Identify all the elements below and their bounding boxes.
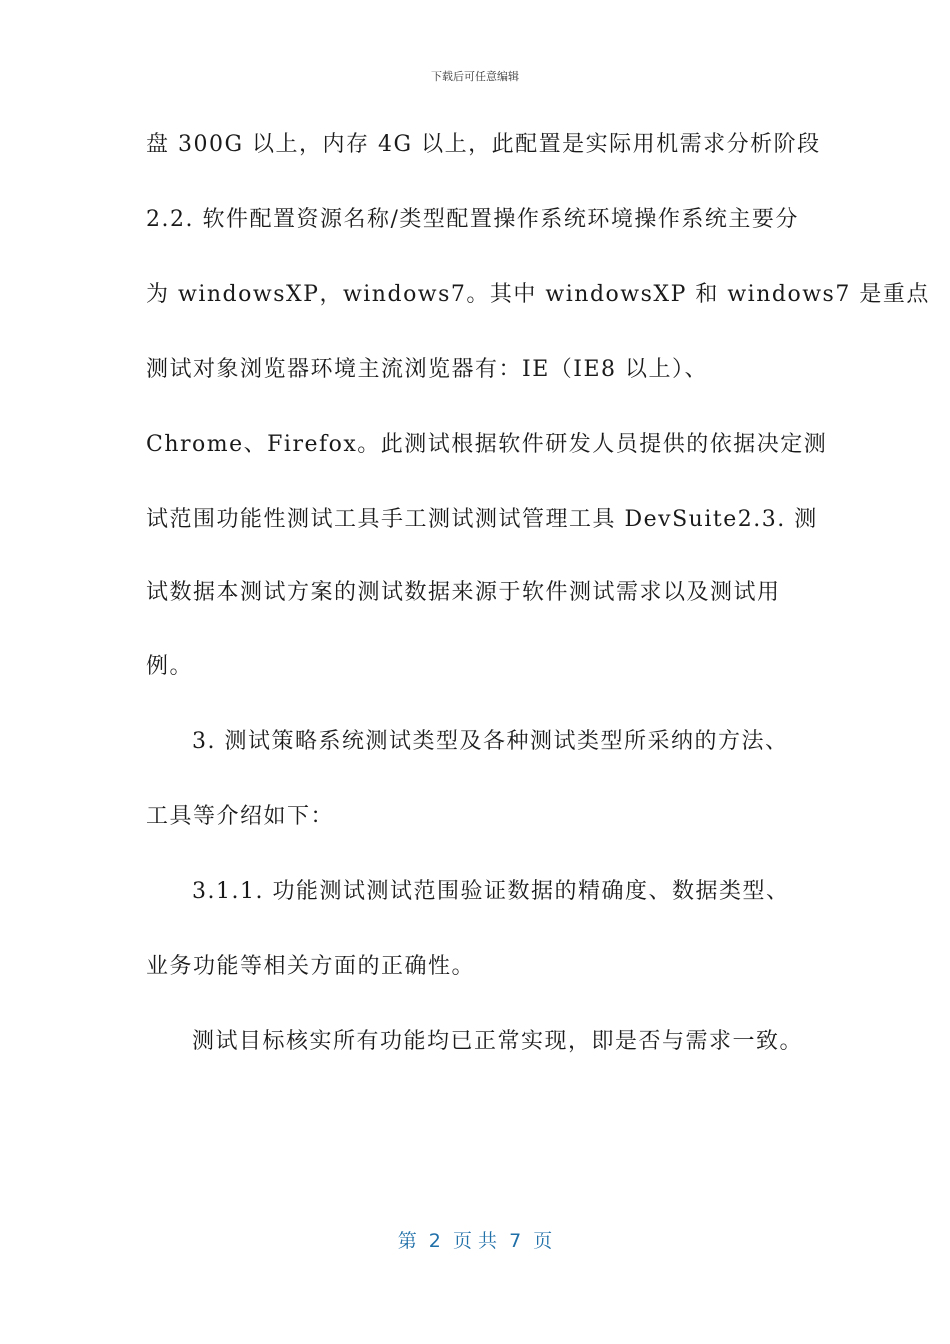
text-line: 试数据本测试方案的测试数据来源于软件测试需求以及测试用 (146, 580, 781, 605)
text-line: 试范围功能性测试工具手工测试测试管理工具 DevSuite2.3. 测 (146, 507, 818, 532)
paragraph-line: 3. 测试策略系统测试类型及各种测试类型所采纳的方法、 (192, 729, 789, 754)
text-line: 2.2. 软件配置资源名称/类型配置操作系统环境操作系统主要分 (146, 207, 799, 232)
paragraph-line: 测试目标核实所有功能均已正常实现，即是否与需求一致。 (192, 1029, 804, 1054)
text-line: Chrome、Firefox。此测试根据软件研发人员提供的依据决定测 (146, 432, 828, 457)
text-line: 例。 (146, 654, 194, 679)
text-line: 业务功能等相关方面的正确性。 (146, 954, 476, 979)
text-line: 测试对象浏览器环境主流浏览器有：IE（IE8 以上）、 (146, 357, 708, 382)
text-line: 工具等介绍如下： (146, 804, 335, 829)
header-note: 下载后可任意编辑 (431, 70, 519, 83)
paragraph-line: 3.1.1. 功能测试测试范围验证数据的精确度、数据类型、 (192, 879, 790, 904)
text-line: 为 windowsXP，windows7。其中 windowsXP 和 windows7 是重点 (146, 282, 930, 307)
page-indicator: 第 2 页 共 7 页 (397, 1230, 553, 1252)
text-line: 盘 300G 以上，内存 4G 以上，此配置是实际用机需求分析阶段 (146, 132, 821, 157)
